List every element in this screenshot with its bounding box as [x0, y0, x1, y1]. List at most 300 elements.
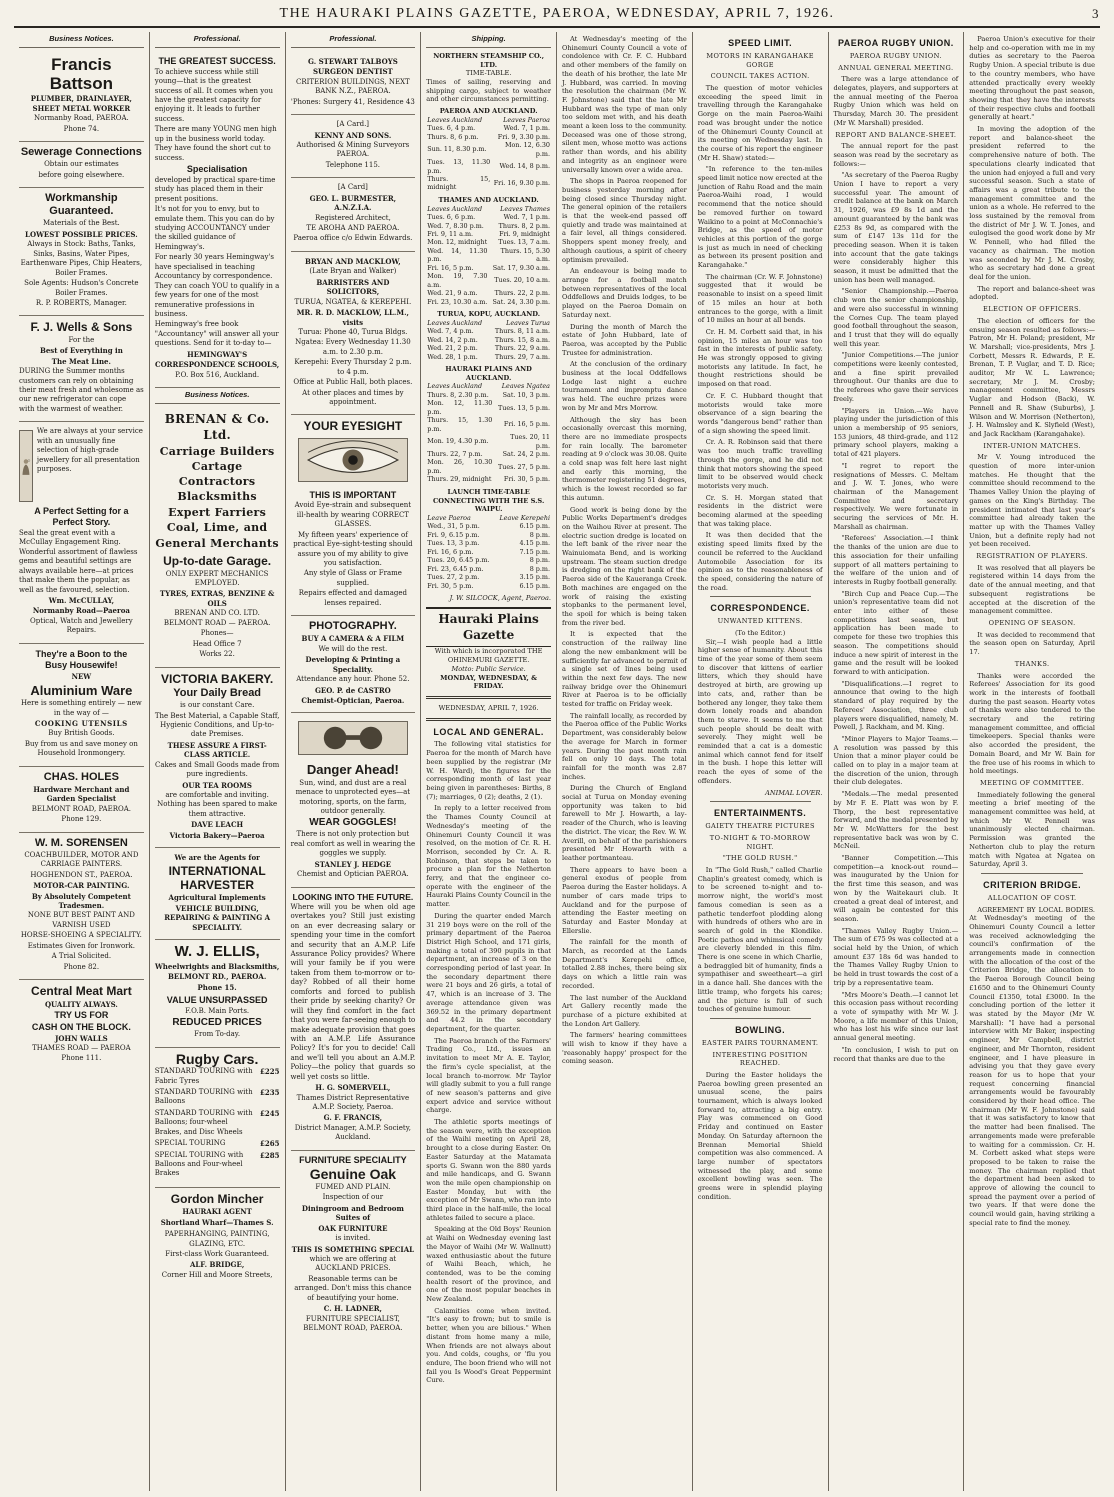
ad-sewerage: [19, 142, 144, 188]
timetable-row: [426, 344, 551, 352]
ad-text: KENNY AND SONS.: [314, 130, 392, 140]
ad-text: Shortland Wharf—Thames S.: [160, 1217, 274, 1227]
ad-title: YOUR EYESIGHT: [303, 419, 403, 434]
paragraph: During the Church of England social at Turua on Monday evening opportunity was taken to bid farewell to Mr J. Howarth, a lay-reader of the Church, who is leaving the district. The vicar, the Rev. W. W. Averill, on behalf of the parishioners presented Mr Howarth with a leather portmanteau.: [562, 784, 687, 862]
ad-sorensen: [19, 833, 144, 980]
article-heading: LOCAL AND GENERAL.: [433, 726, 544, 737]
section-header: Shipping.: [426, 32, 551, 48]
timetable-cell: Fri. 9, 6.15 p.m.: [427, 530, 480, 539]
ad-text: Phone 129.: [61, 815, 102, 824]
timetable: [426, 319, 551, 361]
ad-text: Works 22.: [199, 650, 235, 659]
ad-text: Materials of the Best.: [43, 219, 120, 228]
timetable-row: [426, 230, 551, 238]
ad-title: A Perfect Setting for a Perfect Story.: [34, 506, 129, 528]
officers-body: The election of officers for the ensuing season resulted as follows:— Patron, Mr H. Poland; president, Mr W. Marshall; vice-presidents, Mrs J. Corbett, Messrs R. Edwards, P. E. Brenan, T. P. Vuglar, and T. D. Rice; auditor, Mr W. L. Lawrence; secretary, Mr J. M. Crosby; management committee, Messrs Vuglar and Hodson (Back), W. Pennell and R. Shaw (Suburbs), J. Wilson and W. Morrison (Netherton), J. H. Walmsley and K. Slyfield (West), and Jack Rackham (Karangahake).: [969, 316, 1095, 438]
ad-harvester: [155, 848, 280, 940]
ad-photography: [291, 616, 416, 713]
ad-text: Phone 111.: [61, 1054, 102, 1063]
ad-text: BRYAN AND MACKLOW,: [305, 256, 401, 266]
ad-text: By Absolutely Competent Tradesmen.: [31, 891, 131, 911]
ad-text: JOHN WALLS: [55, 1033, 108, 1043]
timetable-cell: Thurs. 15, 5.30 a.m.: [500, 246, 550, 264]
local-general-article: [426, 740, 551, 1385]
paragraph: The rainfall locally, as recorded by the Paeroa office of the Public Works Department, was considerably below the average for March in former years. During the past month rain fell on only 10 days. The total rainfall for the month was 2.87 inches.: [562, 711, 687, 781]
ad-text: VEHICLE BUILDING, REPAIRING & PAINTING A SPECIALITY.: [164, 903, 271, 932]
timetable-cell: Thurs. 8, 11 a.m.: [494, 327, 550, 336]
timetable-header-cell: Leaves Auckland: [427, 318, 483, 327]
timetable-row: [426, 238, 551, 246]
timetable-row: [426, 391, 551, 399]
ad-text: Authorised & Mining Surveyors PAEROA.: [296, 140, 410, 159]
paragraph: Speaking at the Old Boys' Reunion at Waihi on Wednesday evening last the Mayor of Waihi (Mr W. Wallnutt) waxed enthusiastic about the future of Waihi Beach, which, he contended, was to be the coming health resort of the province, and one of the most popular beaches in New Zealand.: [426, 1225, 551, 1304]
jewellery-lady-illustration: [19, 430, 33, 502]
timetable-cell: Wed. 7, 4 p.m.: [427, 327, 474, 336]
timetable-row: [426, 124, 551, 132]
ad-text: There is not only protection but real comfort as well in wearing the goggles we supply.: [290, 830, 416, 858]
column-6: [693, 32, 829, 1491]
timetable-header: [426, 319, 551, 327]
ad-text: R. P. ROBERTS, Manager.: [35, 298, 127, 307]
paragraph: "Mrs Moore's Death.—I cannot let this occasion pass without recording a vote of sympathy with Mr W. J. Moore, a life member of this Union, who has lost his wife since our last annual general meeting.: [833, 990, 959, 1043]
article-subheading: REPORT AND BALANCE-SHEET.: [835, 130, 957, 139]
timetable-row: [426, 522, 551, 530]
paragraph: The last number of the Auckland Art Gallery recently made the purchase of a picture exhibited at the London Art Gallery.: [562, 993, 687, 1028]
ad-text: [A Card.]: [336, 120, 370, 129]
timetable-title: THAMES AND AUCKLAND.: [438, 195, 539, 204]
ad-text: Ngatea: Every Wednesday 11.30 a.m. to 2.30 p.m.: [295, 338, 411, 356]
paragraph: "Players in Union.—We have playing under the jurisdiction of this union a membership of 95 seniors, 153 juniors, 48 third-grade, and 112 primary school players, making a total of 421 players.: [833, 406, 959, 459]
ad-text: THIS IS IMPORTANT: [309, 489, 397, 500]
timetable-title: LAUNCH TIME-TABLE CONNECTING WITH THE S.S. WAIPU.: [432, 487, 545, 514]
column-7: [829, 32, 965, 1491]
timetable-cell: Fri. 30, 5 p.m.: [427, 581, 474, 590]
timetable-cell: Sun. 11, 8.30 p.m.: [427, 145, 487, 154]
ad-ellis: [155, 940, 280, 1047]
ad-text: Cakes and Small Goods made from pure ingredients.: [155, 760, 280, 779]
rugby-intro: There was a large attendance of delegates, players, and supporters at the annual meeting of the Paeroa Rugby Union which was held on Thursday, March 30. The president (Mr W. Marshall) presided.: [833, 75, 959, 127]
paragraph: Cr. H. M. Corbett said that, in his opinion, 15 miles an hour was too fast in the interests of public safety. He was strongly opposed to giving motorists any latitude. In fact, he thought restrictions should be imposed on that road.: [697, 327, 823, 389]
timetable-row: [426, 141, 551, 158]
ad-title: W. J. ELLIS,: [174, 943, 260, 961]
divider: [710, 1018, 811, 1019]
ad-text: HORSE-SHOEING A SPECIALITY.: [20, 931, 142, 940]
article-subheading: TO-NIGHT & TO-MORROW NIGHT.: [709, 833, 811, 851]
ad-text: THAMES ROAD — PAEROA: [32, 1043, 131, 1052]
paragraph: It was then decided that the existing speed limits fixed by the council be referred to the Auckland Automobile Association for its opinion as to the reasonableness of the speed, considering the nature of the road.: [697, 531, 823, 592]
timetable-cell: Tues. 27, 2 p.m.: [427, 573, 480, 582]
ad-text: Paeroa office c/o Edwin Edwards.: [293, 234, 413, 243]
ad-text: TE AROHA AND PAEROA.: [306, 224, 400, 233]
ad-text: Turua: Phone 40, Turua Bldgs.: [298, 327, 408, 336]
paragraph: The question of motor vehicles exceeding the speed limit in travelling through the Karangahake Gorge on the main Paeroa-Waihi road was brought under the notice of the Ohinemuri County Council at its meeting on Wednesday last. In the course of his report the engineer (Mr H. Shaw) stated:—: [697, 83, 823, 162]
ad-text: CORRESPONDENCE SCHOOLS,: [155, 360, 280, 370]
ad-text: Chemist and Optician PAEROA.: [296, 870, 409, 879]
paragraph: The Paeroa branch of the Farmers' Trading Co., Ltd., issues an invitation to meet Mr A. E. Taylor, the firm's cycle specialist, at the local branch to-morrow. Mr Taylor will gladly submit to you a full range of new season's patterns and give expert advice and service without charge.: [426, 1036, 551, 1115]
paragraph: "Junior Competitions.—The junior competitions were keenly contested, and a fine spirit prevailed throughout. Our thanks are due to the referees who gave their services freely.: [833, 351, 959, 403]
ad-text: NONE BUT BEST PAINT AND VARNISH USED: [27, 911, 135, 929]
timetable-cell: Tues. 20, 6.45 p.m.: [427, 556, 490, 565]
ad-text: MOTOR-CAR PAINTING.: [33, 881, 130, 891]
ad-text: Always in Stock: Baths, Tanks, Sinks, Basins, Water Pipes, Earthenware Pipes, Chip Heaters, Boiler Frames.: [20, 240, 143, 277]
ad-text: FUMED AND PLAIN.: [315, 1182, 391, 1191]
ad-text: District Manager, A.M.P. Society, Auckland.: [294, 1123, 411, 1142]
criterion-bridge-body: AGREEMENT BY LOCAL BODIES. At Wednesday's meeting of the Ohinemuri County Council a letter was received acknowledging the council's confirmation of the arrangements made in connection with the allocation of the cost of the Criterion Bridge, the allocation to the Paeroa Borough Council being £1650 and to the Ohinemuri County Council £1350, total £3000. In the concluding portion of the letter it was stated by the Mayor (Mr W. Marshall): "I have had a personal interview with Mr Baker, inspecting engineer, Mr Campbell, district engineer, and Mr Thornton, resident engineer, and I have pleasure in advising you that they gave every reason for us to hope that your request concerning financial arrangements would be favourably considered by their head office. The chairman (Mr W. F. Johnstone) said that it was satisfactory to know that the matter had been finalised. The arrangements made were preferable to waiting for a commission. Cr. H. M. Corbett asked what steps were proposed to be taken to raise the money. The chairman replied that the department had been asked to approve of allowing the council to spread the payment over a period of two years. If that were done the council would gain, having striking a special rate to find the money.: [969, 905, 1095, 1227]
column-5: [557, 32, 693, 1491]
article-heading: SPEED LIMIT.: [728, 38, 793, 48]
ad-text: BUY A CAMERA & A FILM: [301, 634, 405, 644]
ad-text: CASH ON THE BLOCK.: [31, 1021, 131, 1032]
timetable-cell: Tues. 20, 10 a.m.: [494, 276, 550, 285]
ad-title: LOOKING INTO THE FUTURE.: [292, 891, 414, 902]
timetable-cell: Wed. 28, 1 p.m.: [427, 352, 478, 361]
ad-text: Optical, Watch and Jewellery Repairs.: [30, 616, 133, 635]
ad-text: COOKING UTENSILS: [34, 719, 128, 729]
paragraph: In moving the adoption of the report and balance-sheet the president referred to the comprehensive nature of both. The speculations clearly indicated that the union had enjoyed a full and very successful season. Such a state of affairs was a great tribute to the management committee and the union as a whole. He referred to the loss sustained by the removal from the district of Mr J. W. T. Jones, and eulogised the good work done by Mr W. Pennell, who had filled the vacancy as chairman. The motion was seconded by Mr J. M. Crosby, who as secretary had done a great deal for the union.: [969, 125, 1095, 281]
ad-text: SURGEON DENTIST: [312, 67, 393, 77]
ad-text: General Merchants: [155, 536, 279, 550]
article-subheading: ANNUAL GENERAL MEETING.: [838, 63, 954, 72]
paragraph: The shops in Paeroa reopened for business yesterday morning after being closed since Thursday night. The general opinion of the retailers is that the week-end passed off quietly and trade was maintained at a fair level, all things considered. Shoppers spent money freely, and although cautious, a spirit of cheery optimism prevailed.: [562, 177, 687, 264]
timetable-cell: Tues. 20, 11 p.m.: [510, 433, 550, 450]
paragraph: Although the sky has been occasionally overcast this morning, there are no immediate prospects for rain locally. The barometer reading at 9 o'clock was 30.08. Quite a cold snap was felt here last night and early this morning, the thermometer registering 51 degrees, which is the lowest recorded so far this autumn.: [562, 415, 687, 502]
ad-text: Repairs effected and damaged lenses repaired.: [298, 589, 408, 607]
paragraph: "Referees' Association.—I think the thanks of the union are due to this association for their unfailing support of all matters pertaining to the welfare of the union and of interests in Rugby football generally.: [833, 534, 959, 586]
paragraph: "Senior Championship.—Paeroa club won the senior championship, and were also successful in winning the Cornes Cup. The team played good football throughout the season, and I trust that they will do equally well this year.: [833, 287, 959, 348]
ad-title: W. M. SORENSEN: [34, 836, 128, 849]
timetable-cell: Tues. 27, 5 p.m.: [497, 462, 550, 471]
article-subheading: EASTER PAIRS TOURNAMENT.: [701, 1038, 819, 1047]
ad-text: THESE ASSURE A FIRST-CLASS ARTICLE.: [167, 740, 267, 760]
ad-eyesight: [291, 415, 416, 616]
ad-text: C. H. LADNER,: [323, 1304, 382, 1314]
ad-text: Hardware Merchant and Garden Specialist: [33, 784, 130, 804]
divider: [981, 873, 1083, 874]
ad-wells: [19, 316, 144, 422]
ad-text: Thames District Representative A.M.P. Society, Paeroa.: [296, 1093, 410, 1112]
ad-text: Genuine Oak: [309, 1165, 397, 1182]
ad-text: Head Office 7: [192, 639, 242, 648]
timetable-row: [426, 433, 551, 450]
ad-amp-future: [291, 888, 416, 1151]
gazette-sub: With which is incorporated THE OHINEMURI GAZETTE.: [434, 647, 543, 665]
timetable-row: [426, 247, 551, 264]
ad-text: LOWEST POSSIBLE PRICES.: [25, 229, 138, 239]
timetable-label: TIME-TABLE.: [465, 69, 512, 78]
ad-text: G. STEWART TALBOYS: [307, 56, 398, 66]
ad-text: PAPERHANGING, PAINTING, GLAZING, ETC.: [164, 1230, 270, 1248]
ad-text: Best of Everything in: [39, 346, 123, 356]
ad-text: Registered Architect,: [314, 213, 391, 222]
ad-title: Workmanship Guaranteed.: [45, 192, 118, 218]
article-subheading: PAEROA RUGBY UNION.: [849, 51, 942, 60]
ad-text: Kerepehi: Every Thursday 2 p.m. to 4 p.m.: [294, 358, 412, 376]
ad-text: Estimates Given for Ironwork.: [27, 941, 135, 950]
divider: [710, 801, 811, 802]
timetable-row: [426, 416, 551, 433]
ad-text: Normanby Road, PAEROA.: [33, 114, 129, 123]
ad-text: Your Daily Bread: [173, 686, 262, 699]
timetable-cell: Tues. 6, 6 p.m.: [427, 213, 476, 222]
letter-body: Sir,—I wish people had a little higher sense of humanity. About this time of the year some of them seem to discover that kittens of earlier litters, which they should have destroyed at birth, are growing up into cats, and, rather than be bothered any longer, they take them down lonely roads and abandon them to starve. It seems to me that such people should be dealt with severely. They might well be reminded that a cat is a domestic animal which cannot fend for itself in the bush. I hope this letter will reach the eyes of some of the offenders.: [697, 637, 823, 785]
gazette-nameplate: Hauraki Plains Gazette: [426, 607, 551, 648]
timetable-cell: Thurs. 29, 7 a.m.: [494, 352, 550, 361]
ad-text: Corner Hill and Moore Streets,: [161, 1270, 273, 1279]
ad-text: TURUA, NGATEA, & KEREPEHI.: [294, 297, 412, 306]
timetable-header: [426, 205, 551, 213]
timetable-cell: Fri. 23, 6.45 p.m.: [427, 564, 484, 573]
ad-text: Up-to-date Garage.: [163, 554, 272, 569]
ad-text: Sun, wind, and dust are a real menace to unprotected eyes—at motoring, sports, on the farm, outdoor generally.: [295, 778, 411, 816]
ad-text: Avoid Eye-strain and subsequent ill-health by wearing CORRECT GLASSES.: [294, 501, 412, 529]
column-1: [14, 32, 150, 1491]
ad-battson: [19, 52, 144, 142]
ad-title: Gordon Mincher: [170, 1191, 264, 1206]
ad-text: G. F. FRANCIS,: [323, 1113, 383, 1123]
article-subheading: INTER-UNION MATCHES.: [983, 441, 1081, 450]
ad-text: OUR TEA ROOMS: [182, 780, 252, 790]
rugby-report-continued: [969, 35, 1095, 302]
timetable-cell: Thurs. 22, 9 a.m.: [494, 344, 550, 353]
column-8: [964, 32, 1100, 1491]
car-price: £235: [260, 1087, 280, 1097]
ad-text: NEW: [71, 672, 92, 682]
article-heading: CRITERION BRIDGE.: [983, 879, 1082, 890]
timetable-cell: 7.15 p.m.: [519, 547, 550, 556]
ad-text: [A Card]: [337, 183, 368, 192]
paragraph: Calamities come when invited. "It's easy to frown; but to smile is better, when you are bilious." When distant from home many a mile, When friends are not always about you. And colds, coughs, or 'flu you endure, The boon friend who will not fail you Is Wood's Great Peppermint Cure.: [426, 1306, 551, 1385]
timetables: [426, 107, 551, 590]
ad-talboys: [291, 52, 416, 115]
ad-text: Phone 74.: [63, 124, 100, 133]
timetable-header-cell: Leaves Thames: [500, 204, 550, 213]
car-price: £285: [260, 1150, 280, 1160]
committee-body: Immediately following the general meeting a brief meeting of the management committee was held, at which Mr W. Pennell was unanimously elected chairman. Permission was granted the Netherton club to play the return match with Ngatea at Ngatea on Saturday, April 3.: [969, 790, 1095, 869]
timetable-row: [426, 573, 551, 581]
timetable-cell: Sat. 10, 3 p.m.: [502, 390, 550, 399]
ad-text: Reasonable terms can be arranged. Don't miss this chance of beautifying your home.: [294, 1274, 412, 1302]
shipping-company: NORTHERN STEAMSHIP CO., LTD.: [433, 51, 544, 69]
ad-text: Specialisation: [186, 164, 248, 175]
timetable-cell: Thurs. 29, midnight: [427, 475, 492, 484]
ad-text: MR. R. D. MACKLOW, LL.M., visits: [296, 308, 409, 327]
ad-text: Here is something entirely — new in the way of —: [20, 699, 142, 717]
timetable-header-cell: Leaves Auckland: [427, 115, 483, 124]
ad-text: QUALITY ALWAYS.: [44, 999, 118, 1009]
timetable-cell: Wed. 14, 11.30 p.m.: [427, 246, 488, 264]
ad-text: TYRES, EXTRAS, BENZINE & OILS: [159, 589, 275, 608]
article-subheading: COUNCIL TAKES ACTION.: [710, 72, 810, 81]
car-model: STANDARD TOURING with Fabric Tyres: [154, 1067, 253, 1085]
article-subheading: REGISTRATION OF PLAYERS.: [976, 552, 1088, 561]
ad-text: Phone 82.: [63, 962, 100, 971]
timetable-cell: Wed. 14, 2 p.m.: [427, 335, 478, 344]
ad-text: It's not for you to envy, but to emulate them. This you can do by studying ACCOUNTANCY under the skilled guidance of Hemingway's.: [154, 205, 275, 251]
page-number: 3: [1092, 6, 1100, 21]
timetable: [426, 116, 551, 192]
paragraph: In reply to a letter received from the Thames County Council at Wednesday's meeting of the Ohinemuri County Council it was resolved, on the motion of Cr. R. H. Morrison, seconded by Cr. A. R. Robinson, that steps be taken to procure a plan for the Netherton ferry, and that the engineer co-operate with the engineer of the Hauraki Plains County Council in the matter.: [426, 804, 551, 909]
ad-text: A Trial Solicited.: [51, 952, 112, 961]
timetable-cell: Wed. 7, 8.30 p.m.: [427, 221, 484, 230]
ad-text: For nearly 30 years Hemingway's have specialised in teaching Accountancy by correspondence. They can coach YOU to qualify in a few years for one of the most remunerative professions in business.: [154, 253, 280, 318]
ad-text: F.O.B. Main Ports.: [185, 1006, 250, 1015]
ad-text: GEO. L. BURMESTER, A.N.Z.I.A.: [309, 193, 397, 213]
ad-text: BRENAN AND CO. LTD. BELMONT ROAD — PAEROA.: [163, 609, 271, 627]
timetable-cell: Fri. 9, 11 a.m.: [427, 229, 474, 238]
ad-title: Francis Battson: [49, 54, 114, 93]
article-heading: ENTERTAINMENTS.: [713, 808, 807, 819]
timetable-cell: Thurs. 22, 2 p.m.: [494, 289, 550, 298]
timetable: [426, 514, 551, 590]
ad-text: developed by practical spare-time study has placed them in their present positions.: [154, 175, 276, 203]
timetable-row: [426, 399, 551, 416]
paragraph: Cr. A. R. Robinson said that there was too much traffic travelling through the gorge, and he did not think that motors showing the speed limit to be observed would check motorists very much.: [697, 438, 823, 490]
entertainment-body: In "The Gold Rush," called Charlie Chaplin's greatest comedy, which is to be screened to-night and to-morrow night, the world's most famous comedian is seen as a pathetic tenderfoot plodding along with hundreds of others who are in search of gold in the Klondike. Poetic pathos and whimsical comedy are cleverly blended in this film. There is one scene in which Charlie, a bedraggled bit of humanity, finds a sympathiser and sweetheart—a girl in a dance hall. She dances with the little tramp, who forgets his cares; and the picture is full of such touches of genuine humour.: [697, 865, 823, 1014]
timetable-row: [426, 327, 551, 335]
paragraph: "Banner Competition.—This competition—a knock-out round—was inaugurated by the Union for the first time this season, and was won by the Waitekauri club. It created a great deal of interest, and will again be contested for this season.: [833, 854, 959, 923]
timetable-cell: 8 p.m.: [529, 530, 550, 539]
timetable-row: [426, 539, 551, 547]
ad-text: Buy from us and save money on Household Ironmongery.: [24, 739, 138, 758]
ad-text: Office at Public Hall, both places.: [293, 378, 413, 387]
paragraph: "Minor Players to Major Teams.—A resolution was passed by this Union that a minor player could be called on to play in a major team at the discretion of the union, through their club delegates.: [833, 734, 959, 787]
timetable-cell: 8 p.m.: [529, 564, 550, 573]
rugby-report: [834, 142, 959, 1063]
timetable-cell: Tues. 13, 11.30 p.m.: [427, 158, 491, 175]
paragraph: "I regret to report the resignations of Messrs. C. Meltam and J. W. T. Jones, who were chairman of the Management Committee and secretary respectively. We were fortunate in securing the services of Mr. H. Marshall as chairman.: [833, 461, 959, 531]
timetable-header-cell: Leaves Auckland: [427, 382, 483, 391]
price-row: [155, 1109, 280, 1137]
paragraph: The following vital statistics for Paeroa for the month of March have been supplied by the registrar (Mr W. H. Ward), the figures for the corresponding month of last year being given in parentheses: Births, 8 (7); marriages, 0 (2); deaths, 2 (1).: [426, 740, 551, 801]
ad-text: ONLY EXPERT MECHANICS EMPLOYED.: [165, 569, 269, 588]
article-subheading: MEETING OF COMMITTEE.: [980, 778, 1085, 787]
ad-text: Diningroom and Bedroom Suites of: [301, 1203, 404, 1223]
timetable-cell: Mon. 19, 7.30 a.m.: [427, 272, 488, 289]
ad-text: CRITERION BUILDINGS, NEXT BANK N.Z., PAEROA.: [296, 77, 410, 96]
timetable-header-cell: Leave Kerepehi: [499, 513, 550, 522]
ad-title: Rugby Cars.: [175, 1050, 259, 1067]
ad-text: HEMINGWAY'S: [187, 349, 248, 359]
timetable-cell: Fri. 16, 6 p.m.: [427, 547, 474, 556]
ad-text: VALUE UNSURPASSED: [166, 995, 268, 1006]
ad-text: (Late Bryan and Walker): [309, 267, 397, 276]
paragraph: Cr. F. C. Hubbard thought that motorists would take more observance of a sign bearing the words "dangerous bend" rather than of a sign showing the speed limit.: [697, 391, 823, 435]
ad-workmanship: [19, 188, 144, 316]
ad-text: For the: [68, 335, 95, 344]
article-subheading: THANKS.: [1014, 659, 1050, 668]
ad-text: are comfortable and inviting. Nothing has been spared to make them attractive.: [157, 791, 278, 818]
shipping-agent: J. W. SILCOCK, Agent, Paeroa.: [449, 594, 551, 603]
ad-title: Danger Ahead!: [306, 762, 399, 778]
ad-text: Phones—: [200, 629, 234, 638]
paragraph: The report and balance-sheet was adopted.: [969, 284, 1095, 302]
timetable-cell: Tues. 13, 7 a.m.: [498, 238, 550, 247]
eye-illustration: [298, 438, 408, 482]
timetable-header-cell: Leaves Paeroa: [503, 115, 550, 124]
ad-hemingway: [155, 52, 280, 388]
timetable-row: [426, 158, 551, 175]
opening-body: It was decided to recommend that the season open on Saturday, April 17.: [969, 630, 1095, 657]
timetable-row: [426, 175, 551, 192]
ad-bryan-macklow: [291, 252, 416, 416]
gazette-date: WEDNESDAY, APRIL 7, 1926.: [438, 703, 539, 712]
ad-mincher: [155, 1188, 280, 1287]
timetable-header-cell: Leaves Auckland: [427, 204, 483, 213]
timetable-cell: 4.15 p.m.: [519, 539, 550, 548]
timetable-cell: Sat. 24, 2 p.m.: [502, 450, 550, 459]
newspaper-columns: [14, 32, 1100, 1491]
ad-title: INTERNATIONAL: [168, 863, 266, 878]
ad-text: TRY US FOR: [54, 1009, 109, 1020]
timetable-cell: Fri. 16, 5 p.m.: [503, 420, 550, 429]
timetable-row: [426, 458, 551, 475]
timetable-title: HAURAKI PLAINS AND AUCKLAND.: [445, 365, 532, 382]
timetable-cell: Tues. 6, 4 p.m.: [427, 124, 476, 133]
timetable-row: [426, 531, 551, 539]
car-model: STANDARD TOURING with Balloons: [154, 1087, 253, 1106]
ad-text: STANLEY J. HEDGE: [314, 859, 392, 869]
ad-text: which we are offering at AUCKLAND PRICES.: [309, 1255, 397, 1273]
article-subheading: UNWANTED KITTENS.: [717, 617, 803, 626]
timetable-cell: Fri. 16, 9.30 p.m.: [493, 179, 550, 188]
timetable-cell: Wed. 21, 9 a.m.: [427, 289, 478, 298]
article-subheading: INTERESTING POSITION REACHED.: [712, 1050, 808, 1068]
ad-title: FURNITURE SPECIALITY: [299, 1154, 407, 1165]
paragraph: During the quarter ended March 31 219 boys were on the roll of the primary department of the Paeroa District High School, and 171 girls, making a total of 390 pupils in that department, an increase of 3 on the corresponding period of last year. In the secondary department there were 21 boys and 26 girls, a total of 47, which is an increase of 3. The average attendance given was 369.52 in the primary department and 44.2 in the secondary department, for the quarter.: [426, 911, 551, 1033]
ad-danger-ahead: [291, 713, 416, 887]
ad-furniture: [291, 1151, 416, 1341]
timetable-row: [426, 213, 551, 221]
timetable-row: [426, 264, 551, 272]
gazette-days: MONDAY, WEDNESDAY, & FRIDAY.: [440, 673, 538, 691]
ad-kenny: [291, 115, 416, 178]
ad-text: BELMONT ROAD, PAEROA.: [31, 804, 131, 813]
thanks-body: Thanks were accorded the Referees' Association for its good work in the interests of football during the past season. Hearty votes of thanks were also tendered to the secretary and the retiring management committee, and official timekeepers. Special thanks were also accorded the president, the Domain Board, and Mr W. Bain for the free use of his rooms in which to hold meetings.: [969, 671, 1095, 776]
car-model: STANDARD TOURING with Balloons; four-wheel Brakes, and Disc Wheels: [154, 1108, 253, 1136]
car-model: SPECIAL TOURING with Balloons and Four-wheel Brakes: [154, 1150, 244, 1178]
timetable-cell: Wed., 31, 5 p.m.: [427, 522, 480, 531]
paragraph: "Birch Cup and Peace Cup.—The union's representative team did not enter into either of these competitions last season, but application has been made to compete for these two trophies this season. The competitions should induce a new spirit of interest in the game and the result will be looked forward to with anticipation.: [833, 589, 959, 676]
paragraph: The rainfall for the month of March, as recorded at the Lands Department's Kerepehi office, totalled 2.88 inches, there being six days on which a little rain was recorded.: [562, 938, 687, 990]
timetable-cell: 6.15 p.m.: [519, 581, 550, 590]
timetable-cell: 3.15 p.m.: [519, 573, 550, 582]
ad-text: Agricultural Implements: [168, 893, 266, 903]
timetable-cell: Thurs. 8, 6 p.m.: [427, 132, 479, 141]
ad-text: Phone 15.: [197, 982, 237, 992]
ad-text: Hemingway's free book "Accountancy" will answer all your questions. Send for it to-day to—: [154, 320, 279, 348]
timetable-cell: Wed. 14, 8 p.m.: [499, 162, 550, 171]
timetable-row: [426, 133, 551, 141]
ad-text: DURING the Summer months customers can rely on obtaining their meat fresh and wholesome as our new refrigerator can cope with the warmest of weather.: [19, 367, 144, 413]
ad-title: THE GREATEST SUCCESS.: [158, 55, 276, 66]
ad-mccullay: [19, 422, 144, 643]
paragraph: "In conclusion, I wish to put on record that thanks are due to the: [833, 1045, 959, 1063]
ad-text: We are the Agents for: [174, 853, 260, 863]
timetable-cell: Thurs. 8, 2.30 p.m.: [427, 390, 489, 399]
ad-text: P.O. Box 516, Auckland.: [175, 370, 260, 379]
gazette-motto: Motto: Public Service.: [451, 664, 526, 673]
timetable-cell: Mon. 26, 10.30 p.m.: [427, 458, 493, 475]
ad-text: THIS IS SOMETHING SPECIAL: [291, 1244, 415, 1254]
timetable-cell: Fri. 9, 3.30 p.m.: [497, 132, 550, 141]
timetable-cell: Wed. 7, 1 p.m.: [503, 124, 550, 133]
ad-aluminium: [19, 644, 144, 767]
timetable-cell: Fri. 16, 5 p.m.: [427, 263, 474, 272]
timetable-cell: Thurs. 15, 1.30 p.m.: [427, 416, 493, 433]
ad-title: Central Meat Mart: [31, 984, 132, 999]
ad-text: BARRISTERS AND SOLICITORS,: [316, 277, 390, 297]
paragraph: During the month of March the estate of John Hubbard, late of Paeroa, was accepted by the Public Trustee for administration.: [562, 322, 687, 357]
